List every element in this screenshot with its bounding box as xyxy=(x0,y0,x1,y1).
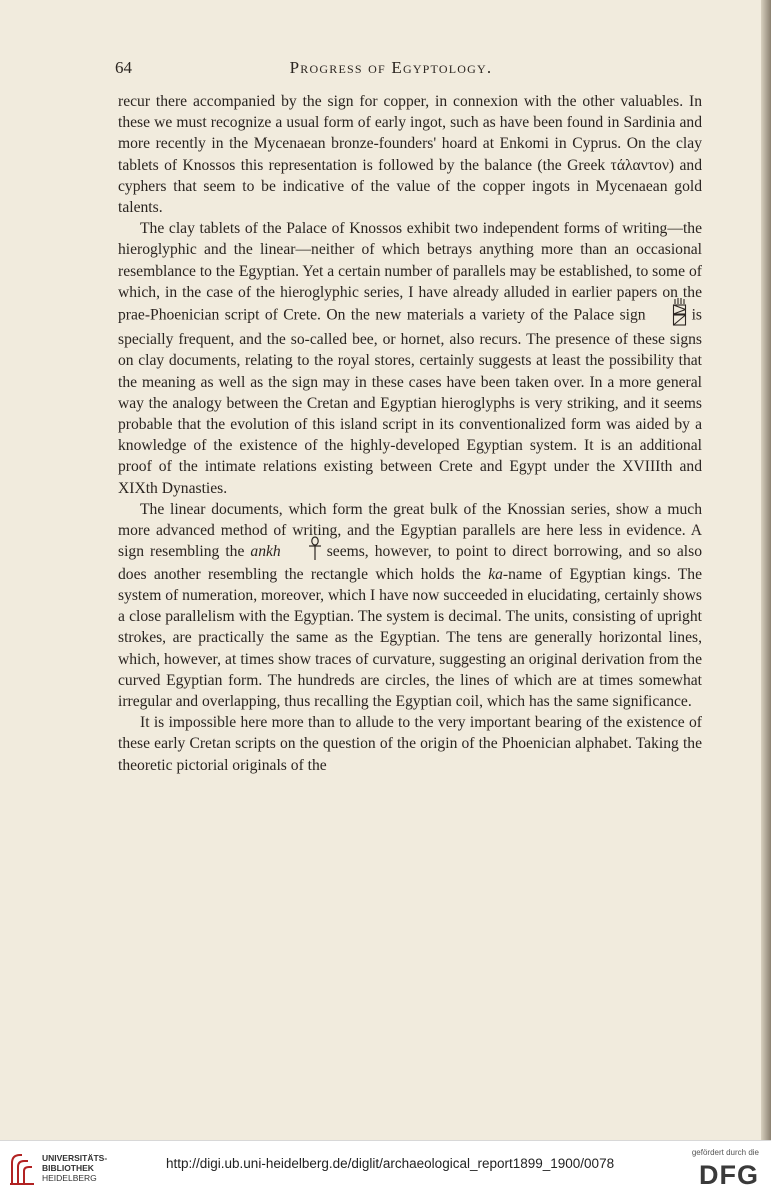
page-edge-shadow xyxy=(761,0,771,1140)
ankh-word: ankh xyxy=(250,543,281,561)
book-page xyxy=(80,40,702,776)
permalink-url[interactable]: http://digi.ub.uni-heidelberg.de/diglit/archaeological_report1899_1900/0078 xyxy=(166,1156,615,1171)
paragraph-1: recur there accompanied by the sign for copper, in connexion with the other valuables. In these we must recognize a usual form of early ingot, such as have been found in Sardinia and more recently in the Mycenaean bronze-founders' hoard at Enkomi in Cyprus. On the clay tablets of Knossos this representation is followed by the balance (the Greek τάλαντον) and cyphers that seem to be indicative of the value of the copper ingots in Mycenaean gold talents. xyxy=(118,93,702,217)
paragraph-4: It is impossible here more than to allude to the very important bearing of the existence of these early Cretan scripts on the question of the origin of the Phoenician alphabet. Taking the theoretic pictorial originals of the xyxy=(118,714,702,774)
running-title: Progress of Egyptology. xyxy=(289,58,493,77)
page-number: 64 xyxy=(115,58,132,77)
paragraph-3: The linear documents, which form the great bulk of the Knossian series, show a much more advanced method of writing, and the Egyptian parallels are here less in evidence. A sign resembling the ankh seems, however, to point to direct borrowing, and so also does another resembling the rectangle which holds the ka-name of Egyptian kings. The system of numeration, moreover, which I have now succeeded in elucidating, certainly shows a close parallelism with the Egyptian. The system is decimal. The units, consisting of upright strokes, are practically the same as the Egyptian. The tens are generally horizontal lines, which, however, at times show traces of curvature, suggesting an original derivation from the curved Egyptian form. The hundreds are circles, the lines of which are at times somewhat irregular and overlapping, thus recalling the Egyptian coil, which has the same significance. xyxy=(118,500,703,710)
funded-by-label: gefördert durch die xyxy=(691,1148,759,1157)
library-name: UNIVERSITÄTS- BIBLIOTHEK HEIDELBERG xyxy=(42,1153,108,1183)
dfg-logo[interactable]: DFG xyxy=(699,1160,759,1190)
digitization-footer xyxy=(0,1140,771,1198)
palace-sign-icon xyxy=(650,297,688,333)
ankh-icon xyxy=(285,536,323,568)
running-head xyxy=(80,40,702,77)
ka-word: ka xyxy=(488,565,503,583)
body-text xyxy=(80,91,702,776)
paragraph-2: The clay tablets of the Palace of Knossos exhibit two independent forms of writing—the hieroglyphic and the linear—neither of which betrays anything more than an occasional resemblance to the Egyptian. Yet a certain number of parallels may be established, to some of which, in the case of the hieroglyphic series, I have already alluded in earlier papers on the prae-Phoenician script of Crete. On the new materials a variety of the Palace sign is specially frequent, and the so-called bee, or hornet, also recurs. The presence of these signs on clay documents, relating to the royal stores, certainly suggests at least the possibility that the meaning as well as the sign may in these cases have been taken over. In a more general way the analogy between the Cretan and Egyptian hieroglyphs is very striking, and it seems probable that the evolution of this island script in its conventionalized form was aided by a knowledge of the existence of the highly-developed Egyptian system. It is an additional proof of the intimate relations existing between Crete and Egypt under the XVIIIth and XIXth Dynasties. xyxy=(118,220,702,497)
ub-heidelberg-logo-icon[interactable] xyxy=(8,1151,36,1187)
